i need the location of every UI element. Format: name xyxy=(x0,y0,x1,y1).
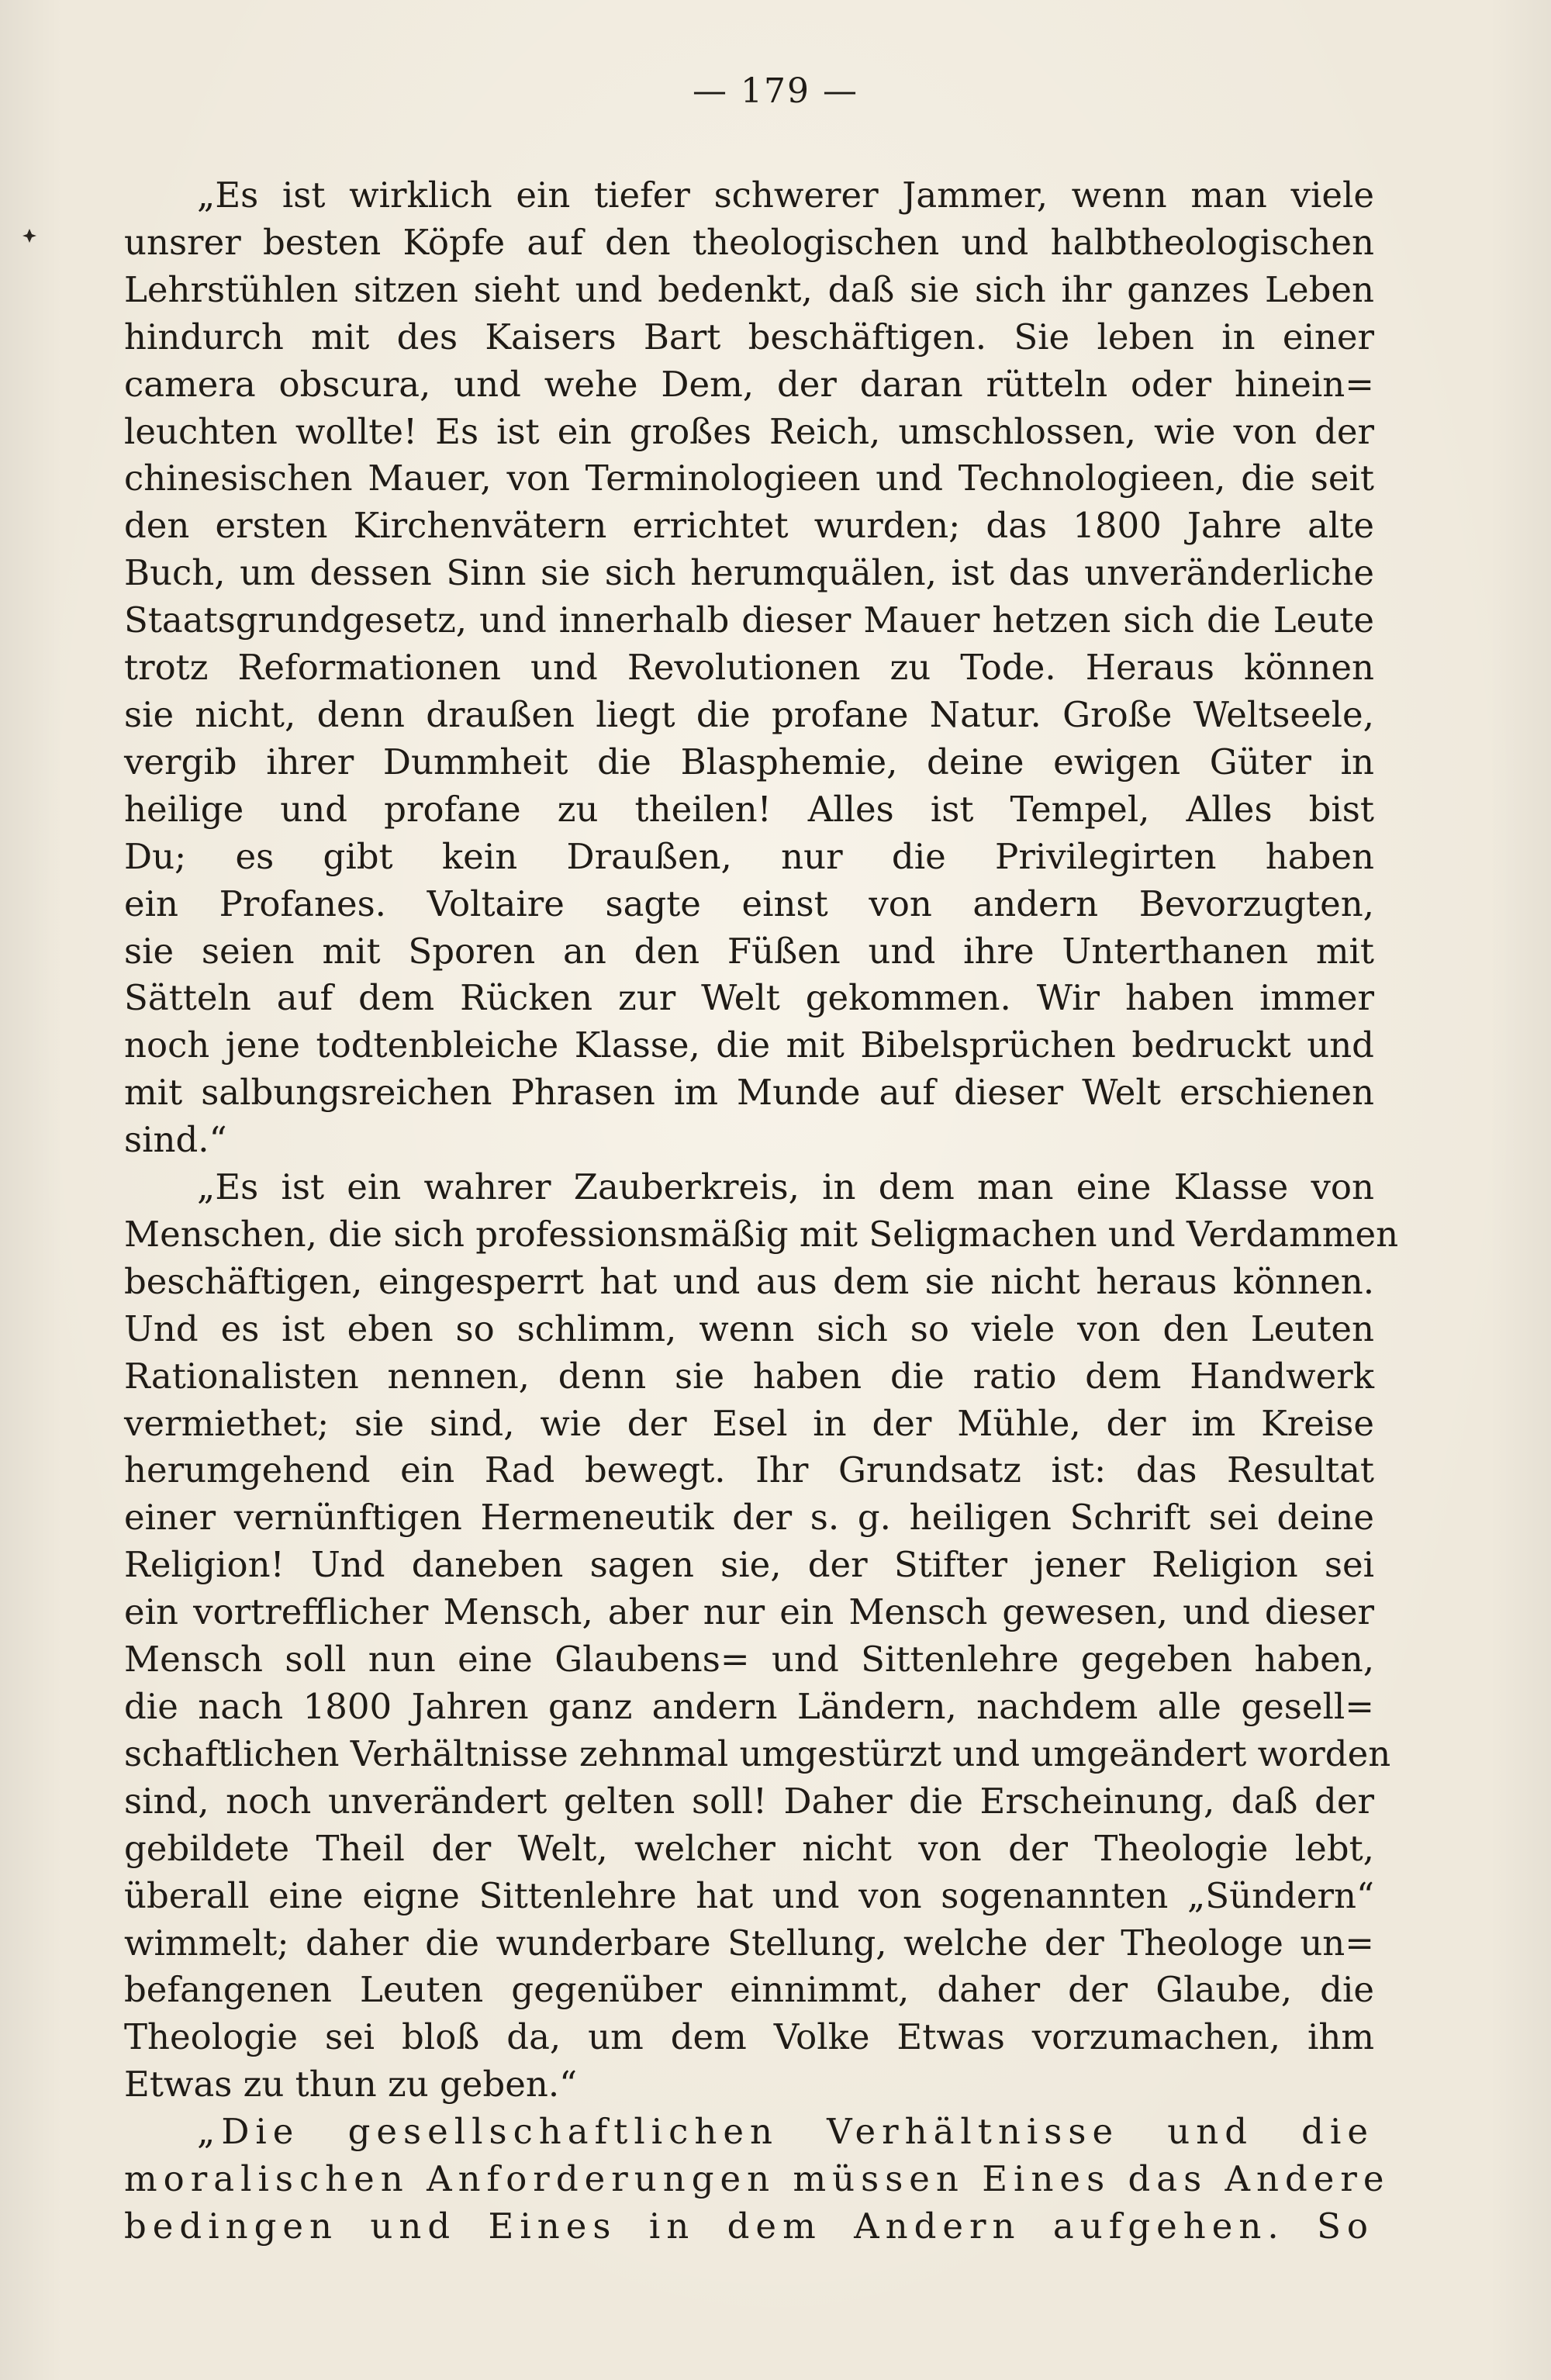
text-line: schaftlichen Verhältnisse zehnmal umgestürzt und umgeändert worden xyxy=(124,1732,1391,1774)
text-line: sie nicht, denn draußen liegt die profane Natur. Große Weltseele, xyxy=(124,693,1374,735)
text-line: überall eine eigne Sittenlehre hat und von sogenannten „Sündern“ xyxy=(124,1874,1374,1916)
text-line: Theologie sei bloß da, um dem Volke Etwas vorzumachen, ihm xyxy=(124,2016,1374,2058)
text-line: „Es ist wirklich ein tiefer schwerer Jammer, wenn man viele xyxy=(197,174,1374,216)
text-line: noch jene todtenbleiche Klasse, die mit Bibelsprüchen bedruckt und xyxy=(124,1024,1374,1066)
text-line: bedingen und Eines in dem Andern aufgehen. So xyxy=(124,2205,1374,2247)
text-line: ein vortrefflicher Mensch, aber nur ein Mensch gewesen, und dieser xyxy=(124,1591,1374,1633)
text-line: ein Profanes. Voltaire sagte einst von andern Bevorzugten, xyxy=(124,883,1374,924)
text-line: vergib ihrer Dummheit die Blasphemie, deine ewigen Güter in xyxy=(124,741,1374,782)
text-line: den ersten Kirchenvätern errichtet wurden; das 1800 Jahre alte xyxy=(124,505,1374,547)
text-line: Lehrstühlen sitzen sieht und bedenkt, daß sie sich ihr ganzes Leben xyxy=(124,268,1374,310)
text-line: mit salbungsreichen Phrasen im Munde auf dieser Welt erschienen xyxy=(124,1072,1374,1114)
text-line: moralischen Anforderungen müssen Eines das Andere xyxy=(124,2158,1390,2200)
text-line: wimmelt; daher die wunderbare Stellung, welche der Theologe un= xyxy=(124,1922,1374,1964)
text-line: Religion! Und daneben sagen sie, der Stifter jener Religion sei xyxy=(124,1544,1374,1586)
text-line: die nach 1800 Jahren ganz andern Ländern, nachdem alle gesell= xyxy=(124,1686,1374,1727)
text-line: „Die gesellschaftlichen Verhältnisse und die xyxy=(197,2111,1374,2153)
text-line: chinesischen Mauer, von Terminologieen und Technologieen, die seit xyxy=(124,458,1374,499)
text-line: Du; es gibt kein Draußen, nur die Privilegirten haben xyxy=(124,835,1374,877)
text-line: gebildete Theil der Welt, welcher nicht von der Theologie lebt, xyxy=(124,1827,1374,1869)
page-number: — 179 — xyxy=(693,71,858,111)
text-line: Und es ist eben so schlimm, wenn sich so viele von den Leuten xyxy=(124,1307,1374,1349)
text-line: unsrer besten Köpfe auf den theologischen und halbtheologischen xyxy=(124,221,1374,263)
text-line: trotz Reformationen und Revolutionen zu Tode. Heraus können xyxy=(124,647,1374,689)
text-line: hindurch mit des Kaisers Bart beschäftigen. Sie leben in einer xyxy=(124,316,1374,358)
paragraph-3 xyxy=(124,2109,1390,2250)
text-line: Rationalisten nennen, denn sie haben die ratio dem Handwerk xyxy=(124,1355,1374,1397)
text-line: sind.“ xyxy=(124,1119,227,1161)
text-line: beschäftigen, eingesperrt hat und aus dem sie nicht heraus können. xyxy=(124,1260,1374,1302)
text-line: Mensch soll nun eine Glaubens= und Sittenlehre gegeben haben, xyxy=(124,1639,1374,1681)
text-line: camera obscura, und wehe Dem, der daran rütteln oder hinein= xyxy=(124,363,1374,405)
text-line: vermiethet; sie sind, wie der Esel in der Mühle, der im Kreise xyxy=(124,1402,1374,1444)
text-line: Menschen, die sich professionsmäßig mit Seligmachen und Verdammen xyxy=(124,1213,1399,1255)
body-text xyxy=(124,172,1399,2250)
text-line: leuchten wollte! Es ist ein großes Reich, umschlossen, wie von der xyxy=(124,410,1374,452)
text-line: Sätteln auf dem Rücken zur Welt gekommen. Wir haben immer xyxy=(124,977,1374,1019)
text-line: Staatsgrundgesetz, und innerhalb dieser Mauer hetzen sich die Leute xyxy=(124,599,1374,641)
text-line: sind, noch unverändert gelten soll! Daher die Erscheinung, daß der xyxy=(124,1780,1374,1822)
text-line: heilige und profane zu theilen! Alles ist Tempel, Alles bist xyxy=(124,788,1374,830)
text-line: sie seien mit Sporen an den Füßen und ihre Unterthanen mit xyxy=(124,930,1374,972)
paragraph-2 xyxy=(124,1164,1399,2109)
paragraph-1 xyxy=(124,172,1374,1164)
ink-spot-mark xyxy=(22,228,37,244)
text-line: Buch, um dessen Sinn sie sich herumquälen, ist das unveränderliche xyxy=(124,552,1374,594)
text-line: einer vernünftigen Hermeneutik der s. g. heiligen Schrift sei deine xyxy=(124,1497,1374,1539)
text-line: herumgehend ein Rad bewegt. Ihr Grundsatz ist: das Resultat xyxy=(124,1449,1374,1491)
text-line: „Es ist ein wahrer Zauberkreis, in dem man eine Klasse von xyxy=(197,1166,1374,1208)
text-line: befangenen Leuten gegenüber einnimmt, daher der Glaube, die xyxy=(124,1969,1374,2011)
text-line: Etwas zu thun zu geben.“ xyxy=(124,2064,578,2105)
